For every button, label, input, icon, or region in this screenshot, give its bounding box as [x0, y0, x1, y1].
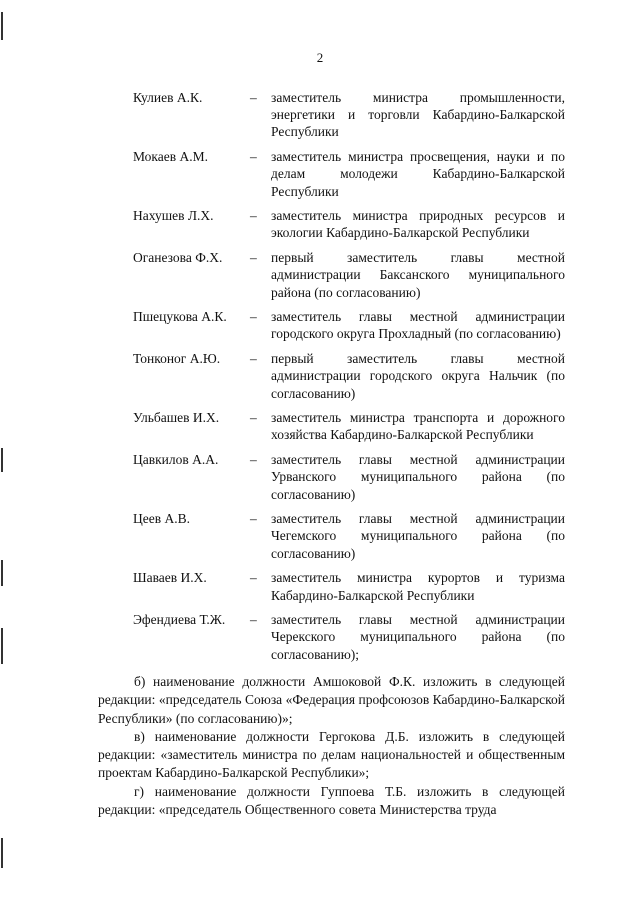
member-dash: – — [250, 570, 257, 586]
amendment-paragraph: г) наименование должности Гуппоева Т.Б. изложить в следующей редакции: «председатель Общественного совета Министерства труда — [98, 783, 565, 818]
member-dash: – — [250, 208, 257, 224]
member-name: Шаваев И.Х. — [133, 570, 207, 586]
member-position: заместитель министра природных ресурсов и экологии Кабардино-Балкарской Республики — [271, 208, 565, 241]
member-row — [133, 451, 565, 503]
member-row — [133, 89, 565, 141]
member-dash: – — [250, 90, 257, 105]
member-position: первый заместитель главы местной администрации Баксанского муниципального района (по согласованию) — [271, 250, 565, 300]
scan-edge-mark — [1, 838, 3, 868]
member-position: первый заместитель главы местной администрации городского округа Нальчик (по согласованию) — [271, 351, 565, 401]
member-dash: – — [250, 511, 257, 527]
page-number: 2 — [316, 50, 324, 65]
member-position: заместитель главы местной администрации Чегемского муниципального района (по согласованию) — [271, 511, 565, 561]
member-name: Нахушев Л.Х. — [133, 208, 214, 224]
member-name: Тонконог А.Ю. — [133, 351, 221, 367]
member-dash: – — [250, 351, 257, 367]
member-dash: – — [250, 410, 257, 426]
member-row — [133, 569, 565, 603]
member-position: заместитель министра транспорта и дорожного хозяйства Кабардино-Балкарской Республики — [271, 410, 565, 443]
scan-edge-mark — [1, 12, 3, 40]
member-position: заместитель главы местной администрации Черекского муниципального района (по согласованию); — [271, 612, 565, 662]
member-position: заместитель министра просвещения, науки и по делам молодежи Кабардино-Балкарской Республики — [271, 149, 565, 199]
member-name: Мокаев А.М. — [133, 149, 209, 165]
member-name: Пшецукова А.К. — [133, 309, 227, 325]
member-name: Ульбашев И.Х. — [133, 410, 220, 426]
member-name: Цеев А.В. — [133, 511, 190, 527]
member-dash: – — [250, 612, 257, 628]
member-name: Цавкилов А.А. — [133, 452, 219, 468]
member-row — [133, 510, 565, 562]
member-position: заместитель главы местной администрации Урванского муниципального района (по согласованию) — [271, 452, 565, 502]
member-row — [133, 409, 565, 443]
member-name: Эфендиева Т.Ж. — [133, 612, 226, 628]
scan-edge-mark — [1, 560, 3, 586]
member-dash: – — [250, 452, 257, 468]
member-position: заместитель министра промышленности, энергетики и торговли Кабардино-Балкарской Республики — [271, 90, 565, 140]
amendment-paragraph: в) наименование должности Гергокова Д.Б. изложить в следующей редакции: «заместитель министра по делам национальностей и общественным проектам Кабардино-Балкарской Республики»; — [98, 728, 565, 781]
member-row — [133, 207, 565, 241]
member-dash: – — [250, 250, 257, 266]
member-name: Кулиев А.К. — [133, 90, 203, 105]
member-position: заместитель главы местной администрации городского округа Прохладный (по согласованию) — [271, 309, 565, 342]
member-row — [133, 350, 565, 402]
member-row — [133, 148, 565, 200]
member-row — [133, 308, 565, 342]
amendment-paragraphs — [98, 673, 565, 819]
member-dash: – — [250, 309, 257, 325]
members-list — [133, 89, 565, 670]
amendment-paragraph: б) наименование должности Амшоковой Ф.К. изложить в следующей редакции: «председатель Союза «Федерация профсоюзов Кабардино-Балкарской Республики» (по согласованию)»; — [98, 674, 565, 726]
member-name: Оганезова Ф.Х. — [133, 250, 223, 266]
scan-edge-mark — [1, 448, 3, 472]
scan-edge-mark — [1, 628, 3, 664]
member-row — [133, 249, 565, 301]
member-dash: – — [250, 149, 257, 165]
member-position: заместитель министра курортов и туризма Кабардино-Балкарской Республики — [271, 570, 565, 603]
member-row — [133, 611, 565, 663]
